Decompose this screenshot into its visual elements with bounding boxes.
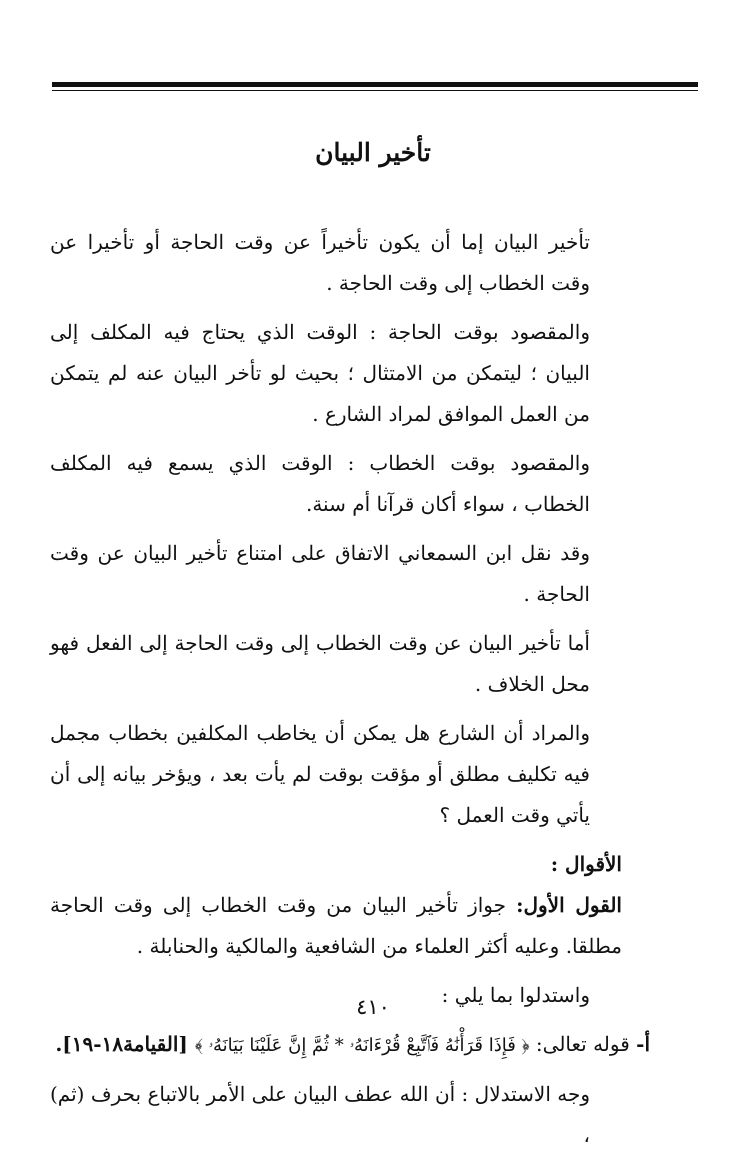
header-rule-thin [52,90,698,91]
inference-text: وجه الاستدلال : أن الله عطف البيان على الأمر بالاتباع بحرف (ثم) ، [50,1082,590,1147]
page-number: ٤١٠ [356,995,390,1019]
paragraph-dispute: أما تأخير البيان عن وقت الخطاب إلى وقت الحاجة إلى الفعل فهو محل الخلاف . [50,631,590,696]
item-intro: قوله تعالى: [529,1032,637,1056]
paragraph-consensus: وقد نقل ابن السمعاني الاتفاق على امتناع تأخير البيان عن وقت الحاجة . [50,541,590,606]
evidence-item-a [50,1024,650,1066]
first-opinion [50,885,622,967]
evidence-intro: واستدلوا بما يلي : [441,983,590,1007]
paragraph-meaning: والمراد أن الشارع هل يمكن أن يخاطب المكلفين بخطاب مجمل فيه تكليف مطلق أو مؤقت بوقت لم يأت بعد ، ويؤخر بيانه إلى أن يأتي وقت العمل ؟ [50,721,590,827]
section-heading-opinions: الأقوال : [550,852,622,876]
paragraph-need-time: والمقصود بوقت الحاجة : الوقت الذي يحتاج فيه المكلف إلى البيان ؛ ليتمكن من الامتثال ؛ بحيث لو تأخر البيان عنه لم يتمكن من العمل الموافق لمراد الشارع . [50,320,590,426]
body-text [50,222,650,1164]
first-opinion-label: القول الأول: [516,893,622,917]
page-title: تأخير البيان [315,138,431,167]
verse-reference: [القيامة١٨-١٩]. [55,1032,195,1056]
item-number: أ- [636,1032,650,1056]
first-opinion-text: جواز تأخير البيان من وقت الخطاب إلى وقت الحاجة مطلقا. وعليه أكثر العلماء من الشافعية والمالكية والحنابلة . [50,893,622,958]
paragraph-definition: تأخير البيان إما أن يكون تأخيراً عن وقت الحاجة أو تأخيرا عن وقت الخطاب إلى وقت الحاجة . [50,230,590,295]
quran-verse: ﴿ فَإِذَا قَرَأْنَٰهُ فَٱتَّبِعْ قُرْءَانَهُۥ * ثُمَّ إِنَّ عَلَيْنَا بَيَانَهُۥ ﴾ [194,1035,530,1056]
paragraph-address-time: والمقصود بوقت الخطاب : الوقت الذي يسمع فيه المكلف الخطاب ، سواء أكان قرآنا أم سنة. [50,451,590,516]
header-rule-thick [52,82,698,87]
